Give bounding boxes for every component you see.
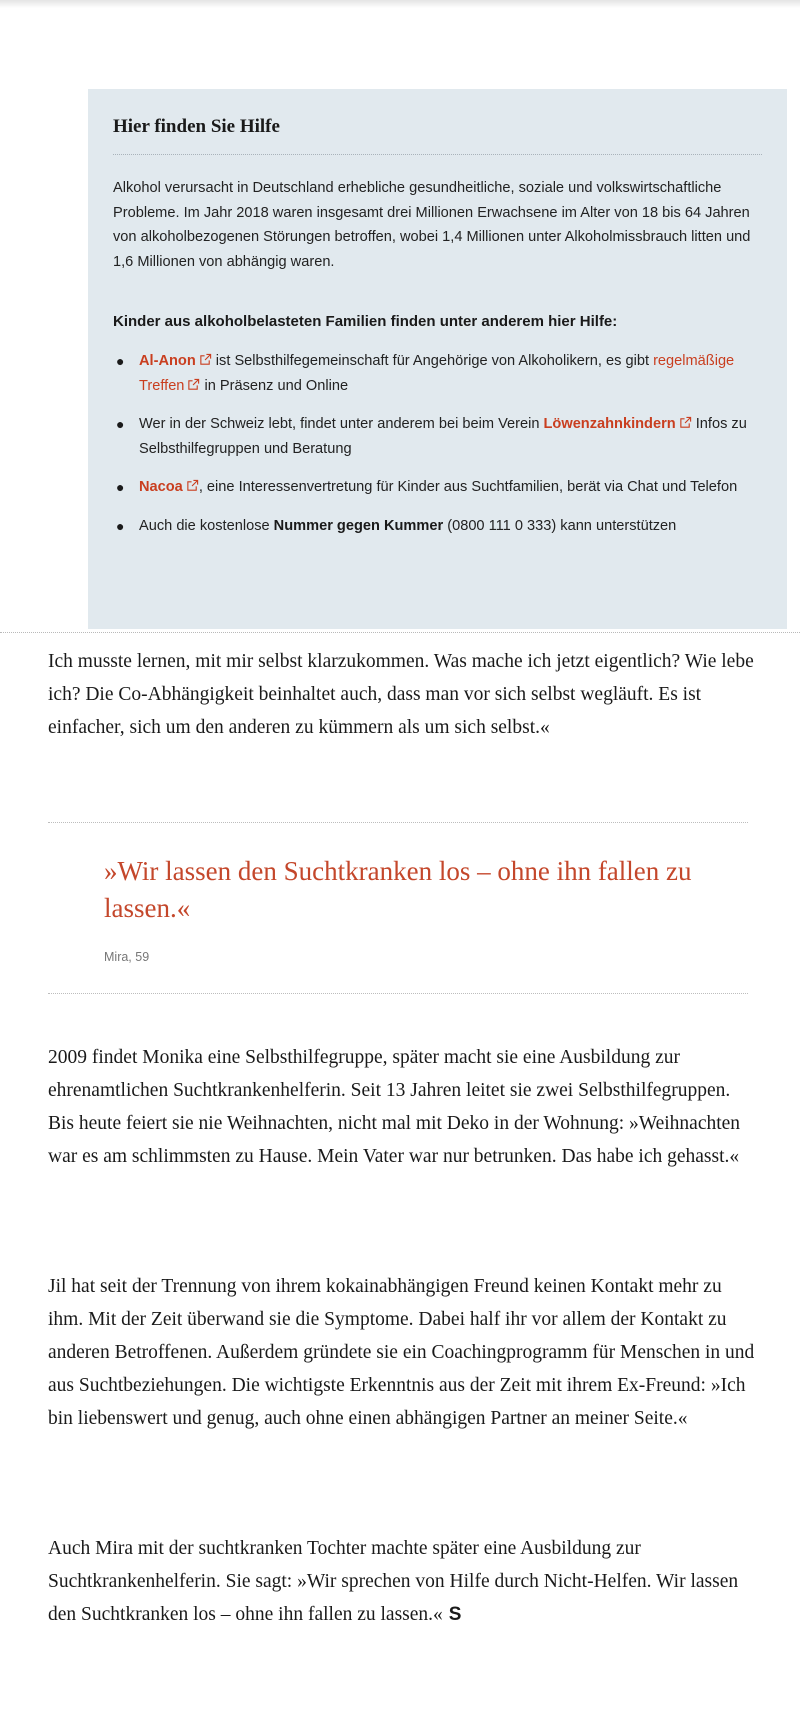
nummer-gegen-kummer-label: Nummer gegen Kummer	[273, 517, 444, 534]
bullet-icon: ●	[116, 479, 125, 495]
help-item-nummer-gegen-kummer	[113, 514, 763, 539]
infobox-divider	[113, 154, 762, 155]
help-item-text: Auch die kostenlose	[139, 517, 274, 534]
infobox-title: Hier finden Sie Hilfe	[113, 116, 280, 137]
infobox-intro: Alkohol verursacht in Deutschland erhebliche gesundheitliche, soziale und volkswirtschaftliche Probleme. Im Jahr 2018 waren insgesamt drei Millionen Erwachsene im Alter von 18 bis 64 Jahren von alkoholbezogenen Störungen betroffen, wobei 1,4 Millionen unter Alkoholmissbrauch litten und 1,6 Millionen von abhängig waren.	[113, 180, 751, 270]
help-infobox	[88, 89, 787, 629]
help-item-text: , eine Interessenvertretung für Kinder aus Suchtfamilien, berät via Chat und Telefon	[198, 479, 738, 495]
top-shadow	[0, 0, 800, 8]
bullet-icon: ●	[116, 416, 125, 432]
help-item-al-anon	[113, 349, 763, 398]
external-link-icon	[679, 416, 692, 429]
spiegel-end-mark-icon: S	[448, 1604, 462, 1625]
external-link-icon	[186, 479, 199, 492]
infobox-subhead: Kinder aus alkoholbelasteten Familien finden unter anderem hier Hilfe:	[113, 313, 618, 330]
help-list	[113, 349, 763, 552]
article-paragraph-1: Ich musste lernen, mit mir selbst klarzukommen. Was mache ich jetzt eigentlich? Wie lebe ich? Die Co-Abhängigkeit beinhaltet auch, dass man vor sich selbst wegläuft. Es ist einfacher, sich um den anderen zu kümmern als um sich selbst.«	[48, 651, 754, 738]
external-link-icon	[187, 378, 200, 391]
pullquote: »Wir lassen den Suchtkranken los – ohne ihn fallen zu lassen.«	[104, 856, 692, 923]
pullquote-author: Mira, 59	[104, 950, 150, 964]
link-al-anon[interactable]: Al-Anon	[139, 353, 212, 369]
article-paragraph-4-text: Auch Mira mit der suchtkranken Tochter machte später eine Ausbildung zur Suchtkrankenhelferin. Sie sagt: »Wir sprechen von Hilfe durch Nicht-Helfen. Wir lassen den Suchtkranken los – ohne ihn fallen zu lassen.«	[48, 1538, 739, 1625]
link-loewenzahnkindern[interactable]: Löwenzahnkindern	[544, 416, 692, 432]
help-item-loewenzahnkinder	[113, 412, 763, 461]
bullet-icon: ●	[116, 353, 125, 369]
link-nacoa[interactable]: Nacoa	[139, 479, 199, 495]
bullet-icon: ●	[116, 517, 125, 534]
article-paragraph-4	[48, 1532, 756, 1631]
article-paragraph-2: 2009 findet Monika eine Selbsthilfegruppe, später macht sie eine Ausbildung zur ehrenamtlichen Suchtkrankenhelferin. Seit 13 Jahren leitet sie zwei Selbsthilfegruppen. Bis heute feiert sie nie Weihnachten, nicht mal mit Deko in der Wohnung: »Weihnachten war es am schlimmsten zu Hause. Mein Vater war nur betrunken. Das habe ich gehasst.«	[48, 1047, 741, 1167]
article-paragraph-3: Jil hat seit der Trennung von ihrem kokainabhängigen Freund keinen Kontakt mehr zu ihm. Mit der Zeit überwand sie die Symptome. Dabei half ihr vor allem der Kontakt zu anderen Betroffenen. Außerdem gründete sie ein Coachingprogramm für Menschen in und aus Suchtbeziehungen. Die wichtigste Erkenntnis aus der Zeit mit ihrem Ex-Freund: »Ich bin liebenswert und genug, auch ohne einen abhängigen Partner an meiner Seite.«	[48, 1276, 755, 1429]
pullquote-bottom-rule	[48, 993, 748, 994]
link-regelmaessige-treffen[interactable]: regelmäßige Treffen	[139, 353, 735, 394]
section-divider	[0, 632, 800, 633]
help-item-text: Infos zu Selbsthilfegruppen und Beratung	[139, 416, 747, 457]
external-link-icon	[199, 353, 212, 366]
help-item-text: in Präsenz und Online	[200, 377, 349, 394]
help-item-text: (0800 111 0 333) kann unterstützen	[443, 517, 677, 534]
help-item-text: Wer in der Schweiz lebt, findet unter anderem bei beim Verein	[139, 416, 544, 432]
pullquote-top-rule	[48, 822, 748, 823]
help-item-text: ist Selbsthilfegemeinschaft für Angehörige von Alkoholikern, es gibt	[211, 353, 654, 369]
help-item-nacoa	[113, 475, 763, 500]
